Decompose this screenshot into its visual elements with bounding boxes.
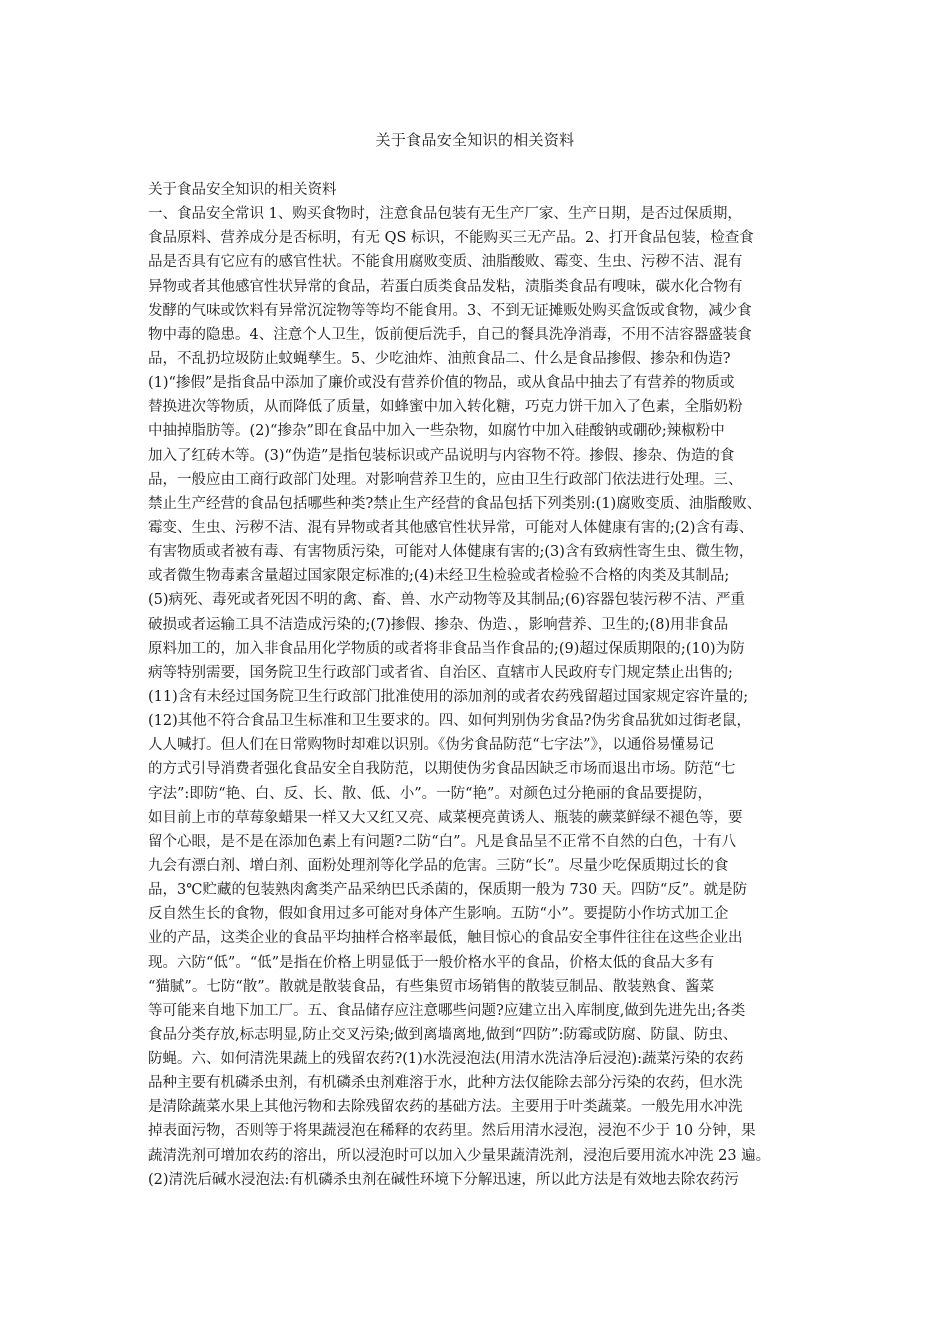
text-line: 反自然生长的食物，假如食用过多可能对身体产生影响。五防“小”。要提防小作坊式加工企 [148, 906, 729, 923]
text-line: 关于食品安全知识的相关资料 [148, 182, 337, 198]
text-line: 等可能来自地下加工厂。五、食品储存应注意哪些问题?应建立出入库制度,做到先进先出;各类 [148, 1002, 746, 1019]
text-line: 或者微生物毒素含量超过国家限定标准的;(4)未经卫生检验或者检验不合格的肉类及其制品; [148, 568, 730, 585]
text-line: 品，一般应由工商行政部门处理。对影响营养卫生的，应由卫生行政部门依法进行处理。三、 [148, 471, 743, 488]
text-line: 九会有漂白剂、增白剂、面粉处理剂等化学品的危害。三防“长”。尽量少吃保质期过长的食 [148, 857, 729, 874]
page-title: 关于食品安全知识的相关资料 [375, 131, 575, 149]
text-line: 品，不乱扔垃圾防止蚊蝇孳生。5、少吃油炸、油煎食品二、什么是食品掺假、掺杂和伪造? [148, 350, 731, 367]
text-line: 霉变、生虫、污秽不洁、混有异物或者其他感官性状异常，可能对人体健康有害的;(2)含有毒、 [148, 519, 754, 536]
text-line: 品，3℃贮藏的包装熟肉禽类产品采纳巴氏杀菌的，保质期一般为 730 天。四防“反”。就是防 [148, 882, 748, 899]
text-line: 的方式引导消费者强化食品安全自我防范，以期使伪劣食品因缺乏市场而退出市场。防范“七 [148, 761, 736, 778]
text-line: 替换进次等物质，从而降低了质量，如蜂蜜中加入转化糖，巧克力饼干加入了色素，全脂奶粉 [148, 399, 743, 416]
text-line: “猫腻”。七防“散”。散就是散装食品，有些集贸市场销售的散装豆制品、散装熟食、酱菜 [148, 978, 715, 995]
text-line: 蔬清洗剂可增加农药的溶出，所以浸泡时可以加入少量果蔬清洗剂，浸泡后要用流水冲洗 23 遍。 [148, 1147, 771, 1164]
text-line: (5)病死、毒死或者死因不明的禽、畜、兽、水产动物等及其制品;(6)容器包装污秽不洁、严重 [148, 592, 745, 609]
text-line: 发酵的气味或饮料有异常沉淀物等等均不能食用。3、不到无证摊贩处购买盒饭或食物，减少食 [148, 302, 752, 319]
text-line: 如目前上市的草莓象蜡果一样又大又红又亮、咸菜梗亮黄诱人、瓶装的蕨菜鲜绿不褪色等，要 [148, 809, 743, 826]
text-line: (11)含有未经过国务院卫生行政部门批准使用的添加剂的或者农药残留超过国家规定容许量的; [148, 688, 749, 705]
text-line: 一、食品安全常识 1、购买食物时，注意食品包装有无生产厂家、生产日期，是否过保质期， [148, 206, 742, 223]
text-line: 加入了红砖木等。(3)“伪造”是指包装标识或产品说明与内容物不符。掺假、掺杂、伪造的食 [148, 447, 735, 464]
text-line: 品种主要有机磷杀虫剂，有机磷杀虫剂难溶于水，此种方法仅能除去部分污染的农药，但水洗 [148, 1075, 743, 1092]
text-line: 防蝇。六、如何清洗果蔬上的残留农药?(1)水洗浸泡法(用清水洗洁净后浸泡):蔬菜污染的农药 [148, 1051, 744, 1068]
text-line: 禁止生产经营的食品包括哪些种类?禁止生产经营的食品包括下列类别:(1)腐败变质、油脂酸败、 [148, 495, 762, 512]
text-line: 食品分类存放,标志明显,防止交叉污染;做到离墙离地,做到“四防”:防霉或防腐、防鼠、防虫、 [148, 1026, 738, 1043]
text-line: 品是否具有它应有的感官性状。不能食用腐败变质、油脂酸败、霉变、生虫、污秽不洁、混有 [148, 254, 743, 271]
text-line: 原料加工的，加入非食品用化学物质的或者将非食品当作食品的;(9)超过保质期限的;(10)为防 [148, 640, 745, 657]
text-line: 留个心眼，是不是在添加色素上有问题?二防“白”。凡是食品呈不正常不自然的白色，十有八 [148, 833, 737, 850]
text-line: 是清除蔬菜水果上其他污物和去除残留农药的基础方法。主要用于叶类蔬菜。一般先用水冲洗 [148, 1099, 743, 1116]
text-line: (2)清洗后碱水浸泡法:有机磷杀虫剂在碱性环境下分解迅速，所以此方法是有效地去除农药污 [148, 1171, 739, 1188]
text-line: 食品原料、营养成分是否标明，有无 QS 标识，不能购买三无产品。2、打开食品包装，检查食 [148, 230, 754, 247]
text-line: 物中毒的隐患。4、注意个人卫生，饭前便后洗手，自己的餐具洗净消毒，不用不洁容器盛装食 [148, 326, 752, 343]
document-body [148, 178, 810, 1192]
text-line: 人人喊打。但人们在日常购物时却难以识别。《伪劣食品防范“七字法”》，以通俗易懂易记 [148, 737, 714, 754]
text-line: (1)“掺假”是指食品中添加了廉价或没有营养价值的物品，或从食品中抽去了有营养的物质或 [148, 375, 735, 392]
text-line: 中抽掉脂肪等。(2)“掺杂”即在食品中加入一些杂物，如腐竹中加入硅酸钠或硼砂;辣椒粉中 [148, 423, 725, 440]
text-line: 异物或者其他感官性状异常的食品，若蛋白质类食品发粘，渍脂类食品有嗖味，碳水化合物有 [148, 278, 743, 295]
text-line: 有害物质或者被有毒、有害物质污染，可能对人体健康有害的;(3)含有致病性寄生虫、微生物， [148, 544, 754, 561]
text-line: 现。六防“低”。“低”是指在价格上明显低于一般价格水平的食品，价格太低的食品大多有 [148, 954, 715, 971]
text-line: 病等特别需要，国务院卫生行政部门或者省、自治区、直辖市人民政府专门规定禁止出售的; [148, 664, 733, 681]
text-line: 字法”:即防“艳、白、反、长、散、低、小”。一防“艳”。对颜色过分艳丽的食品要提防， [148, 785, 712, 802]
text-line: 破损或者运输工具不洁造成污染的;(7)掺假、掺杂、伪造、，影响营养、卫生的;(8)用非食品 [148, 616, 729, 633]
text-line: (12)其他不符合食品卫生标准和卫生要求的。四、如何判别伪劣食品?伪劣食品犹如过街老鼠， [148, 713, 752, 730]
text-line: 掉表面污物，否则等于将果蔬浸泡在稀释的农药里。然后用清水浸泡，浸泡不少于 10 分钟，果 [148, 1123, 756, 1140]
text-line: 业的产品，这类企业的食品平均抽样合格率最低，触目惊心的食品安全事件往往在这些企业出 [148, 930, 743, 947]
